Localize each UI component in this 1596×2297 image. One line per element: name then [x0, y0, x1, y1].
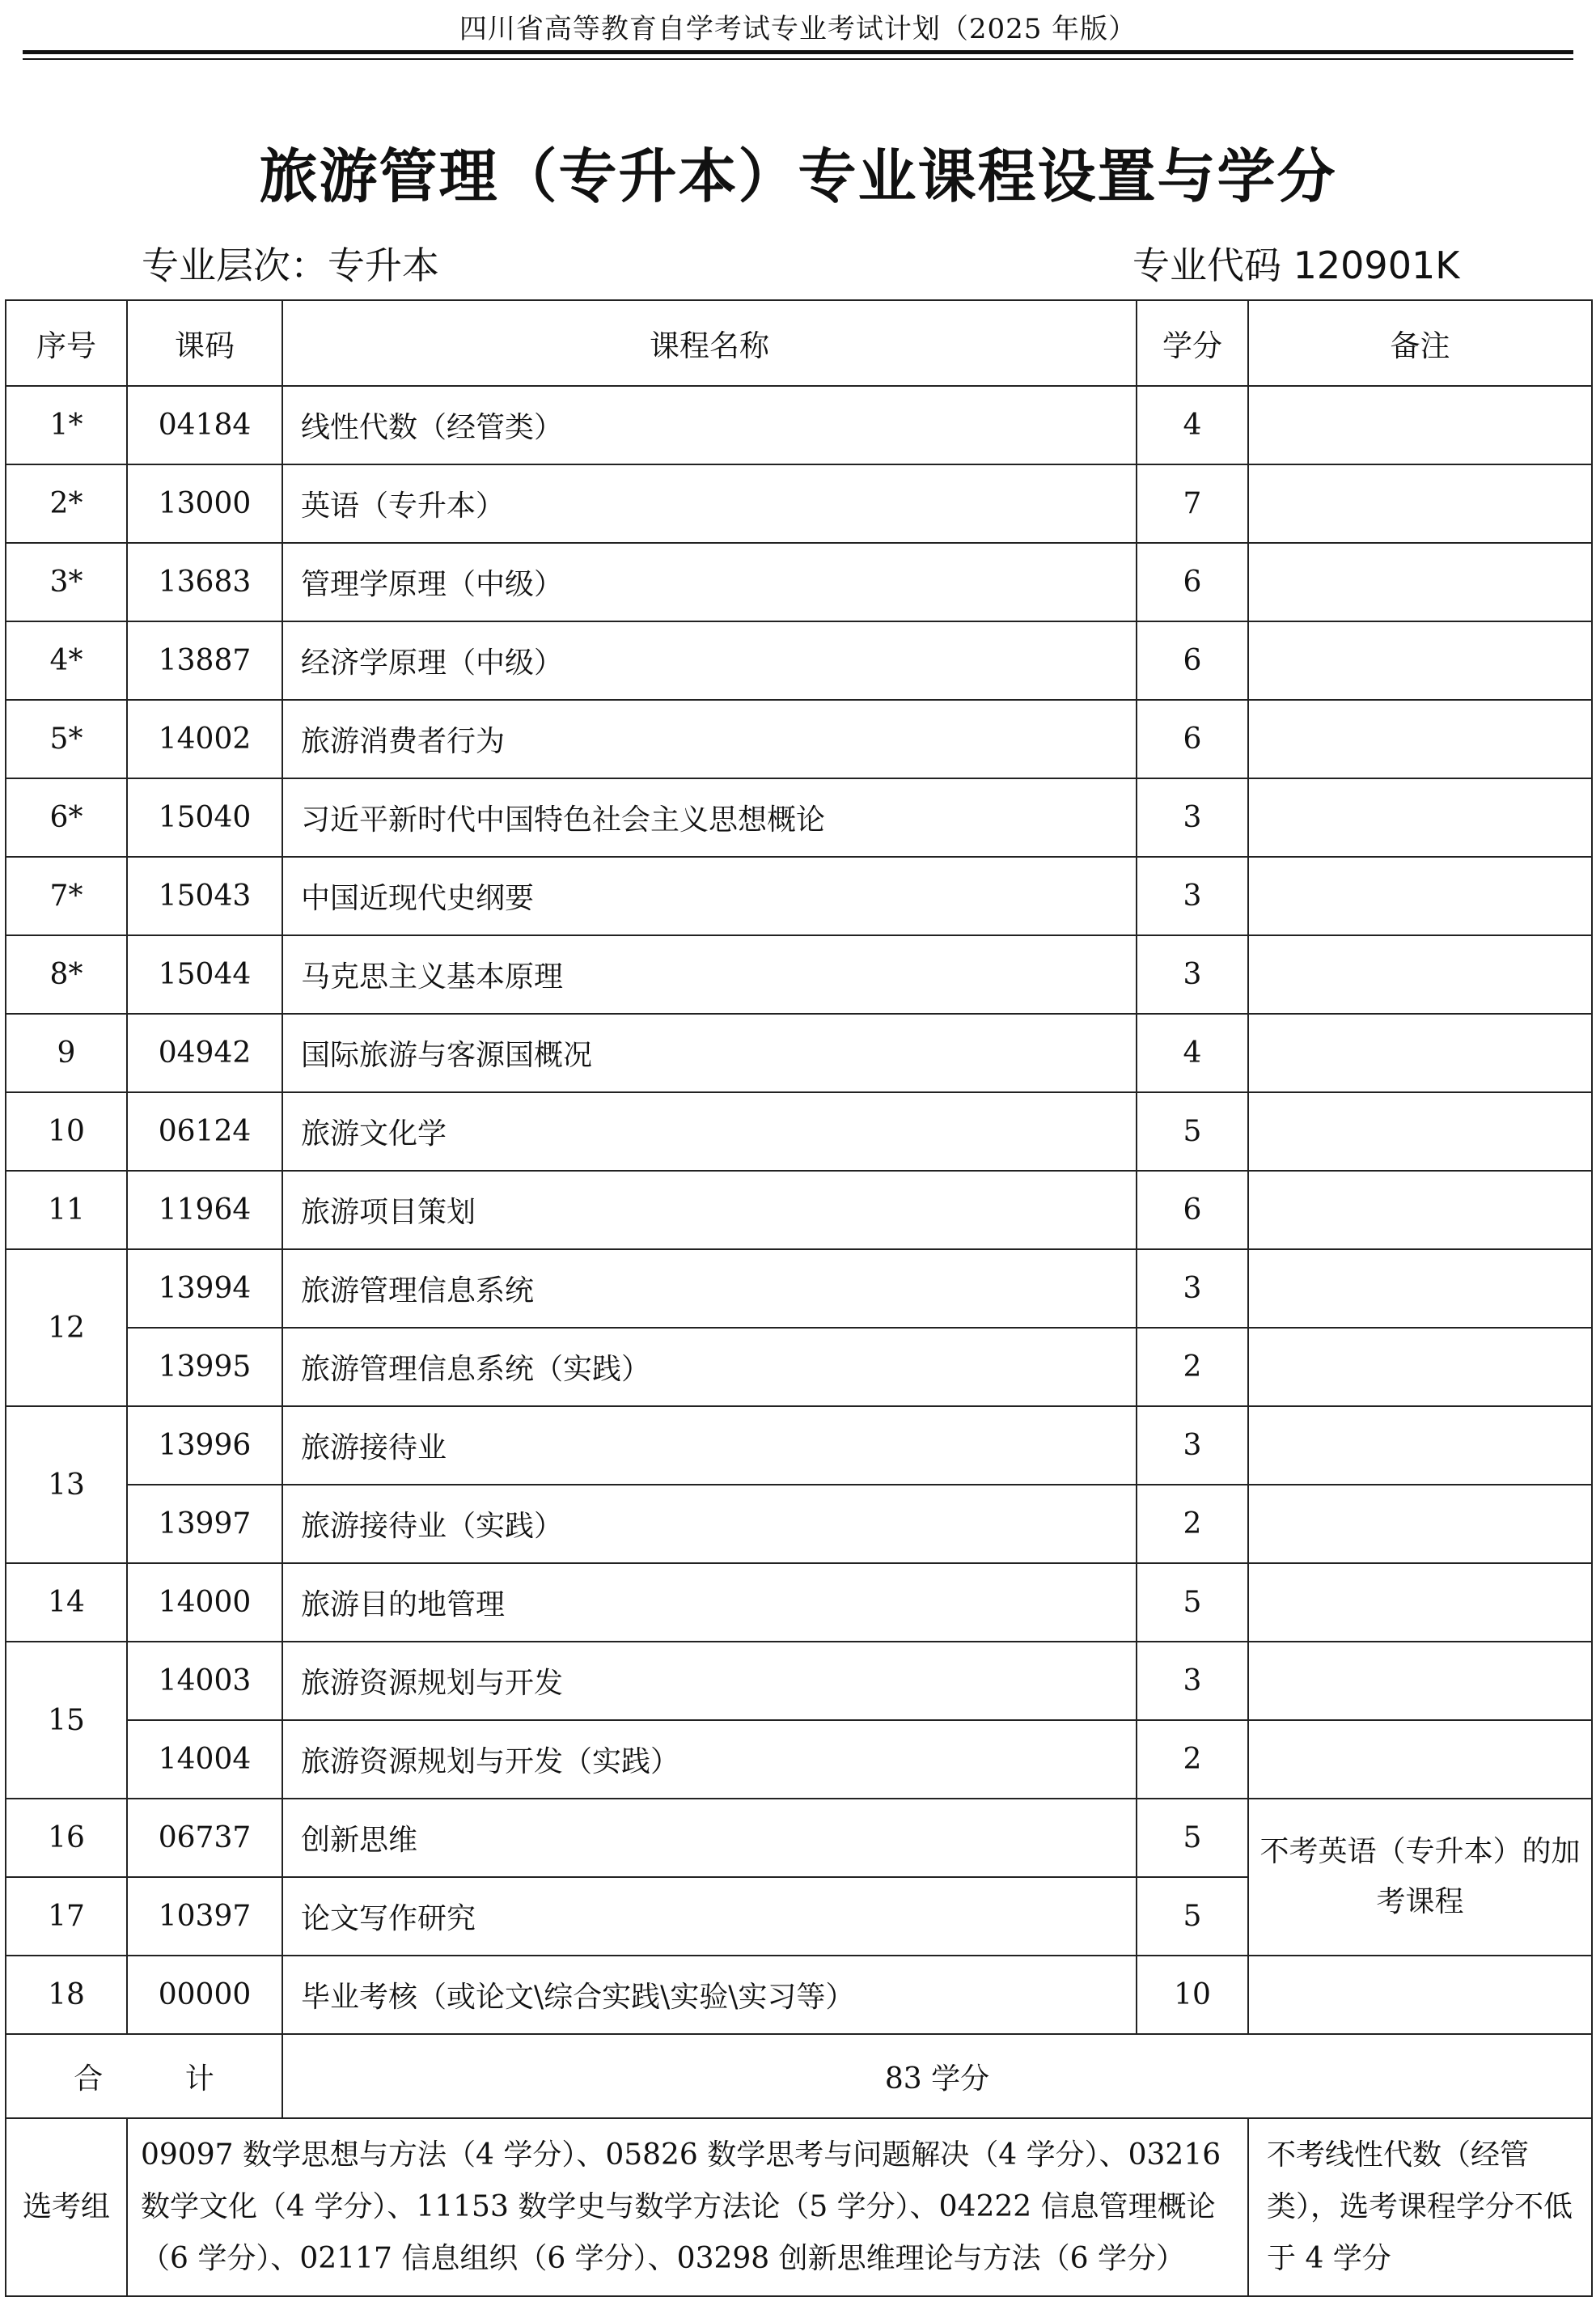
- row-name: 旅游管理信息系统: [282, 1249, 1137, 1328]
- row-remark: [1248, 935, 1592, 1014]
- table-row: [6, 1799, 1592, 1877]
- row-credit: 2: [1137, 1328, 1248, 1406]
- table-row: [6, 1956, 1592, 2034]
- row-credit: 6: [1137, 543, 1248, 621]
- row-credit: 5: [1137, 1092, 1248, 1171]
- row-code: 14004: [127, 1720, 282, 1799]
- row-name: 旅游项目策划: [282, 1171, 1137, 1249]
- row-code: 13683: [127, 543, 282, 621]
- row-index: 10: [6, 1092, 127, 1171]
- header-rule-thin: [23, 58, 1573, 60]
- row-name: 旅游资源规划与开发: [282, 1642, 1137, 1720]
- row-code: 14000: [127, 1563, 282, 1642]
- table-row: [6, 1014, 1592, 1092]
- row-code: 13996: [127, 1406, 282, 1485]
- row-code: 15040: [127, 778, 282, 857]
- row-credit: 7: [1137, 464, 1248, 543]
- major-level: 专业层次：专升本: [142, 244, 439, 287]
- total-value: 83 学分: [282, 2034, 1592, 2118]
- row-index: 3*: [6, 543, 127, 621]
- table-row: [6, 1092, 1592, 1171]
- header-index: 序号: [6, 300, 127, 386]
- row-name: 论文写作研究: [282, 1877, 1137, 1956]
- row-credit: 5: [1137, 1563, 1248, 1642]
- row-code: 14003: [127, 1642, 282, 1720]
- row-credit: 3: [1137, 1249, 1248, 1328]
- row-credit: 2: [1137, 1485, 1248, 1563]
- major-code: 专业代码 120901K: [1132, 244, 1460, 287]
- row-remark: [1248, 1171, 1592, 1249]
- row-code: 04942: [127, 1014, 282, 1092]
- row-credit: 3: [1137, 857, 1248, 935]
- header-code: 课码: [127, 300, 282, 386]
- row-remark: [1248, 778, 1592, 857]
- row-remark: [1248, 386, 1592, 464]
- table-row: [6, 1171, 1592, 1249]
- row-name: 英语（专升本）: [282, 464, 1137, 543]
- row-credit: 4: [1137, 1014, 1248, 1092]
- row-index: 13: [6, 1406, 127, 1563]
- elective-label: 选考组: [6, 2118, 127, 2296]
- row-name: 习近平新时代中国特色社会主义思想概论: [282, 778, 1137, 857]
- table-row: [6, 1406, 1592, 1485]
- elective-row: [6, 2118, 1592, 2296]
- table-row: [6, 1642, 1592, 1720]
- elective-courses: 09097 数学思想与方法（4 学分）、05826 数学思考与问题解决（4 学分）、03216 数学文化（4 学分）、11153 数学史与数学方法论（5 学分）、04222 信息管理概论（6 学分）、02117 信息组织（6 学分）、03298 创新思维理论与方法（6 学分）: [127, 2118, 1248, 2296]
- header-remark: 备注: [1248, 300, 1592, 386]
- row-code: 06124: [127, 1092, 282, 1171]
- row-code: 15044: [127, 935, 282, 1014]
- row-code: 13000: [127, 464, 282, 543]
- row-index: 2*: [6, 464, 127, 543]
- row-code: 13997: [127, 1485, 282, 1563]
- row-name: 毕业考核（或论文\综合实践\实验\实习等）: [282, 1956, 1137, 2034]
- header-rule-thick: [23, 50, 1573, 54]
- row-name: 创新思维: [282, 1799, 1137, 1877]
- table-row: [6, 700, 1592, 778]
- table-row: [6, 1249, 1592, 1328]
- table-row: [6, 1328, 1592, 1406]
- row-remark: [1248, 1642, 1592, 1720]
- row-code: 13994: [127, 1249, 282, 1328]
- row-credit: 6: [1137, 700, 1248, 778]
- row-name: 旅游消费者行为: [282, 700, 1137, 778]
- table-row: [6, 1563, 1592, 1642]
- row-code: 06737: [127, 1799, 282, 1877]
- row-name: 旅游管理信息系统（实践）: [282, 1328, 1137, 1406]
- page-title: 旅游管理（专升本）专业课程设置与学分: [259, 142, 1337, 210]
- row-name: 旅游资源规划与开发（实践）: [282, 1720, 1137, 1799]
- row-remark: [1248, 621, 1592, 700]
- row-index: 1*: [6, 386, 127, 464]
- row-index: 6*: [6, 778, 127, 857]
- row-remark: [1248, 1406, 1592, 1485]
- row-credit: 3: [1137, 1406, 1248, 1485]
- course-table: [5, 299, 1593, 2297]
- row-code: 04184: [127, 386, 282, 464]
- row-index: 5*: [6, 700, 127, 778]
- row-remark: [1248, 1563, 1592, 1642]
- row-credit: 3: [1137, 778, 1248, 857]
- row-index: 18: [6, 1956, 127, 2034]
- row-index: 17: [6, 1877, 127, 1956]
- row-remark-merged: 不考英语（专升本）的加考课程: [1248, 1799, 1592, 1956]
- row-name: 中国近现代史纲要: [282, 857, 1137, 935]
- row-credit: 5: [1137, 1877, 1248, 1956]
- row-index: 16: [6, 1799, 127, 1877]
- row-code: 11964: [127, 1171, 282, 1249]
- total-row: [6, 2034, 1592, 2118]
- row-credit: 6: [1137, 1171, 1248, 1249]
- row-credit: 5: [1137, 1799, 1248, 1877]
- table-row: [6, 543, 1592, 621]
- row-code: 13995: [127, 1328, 282, 1406]
- row-credit: 6: [1137, 621, 1248, 700]
- row-credit: 3: [1137, 1642, 1248, 1720]
- row-index: 8*: [6, 935, 127, 1014]
- row-name: 马克思主义基本原理: [282, 935, 1137, 1014]
- table-row: [6, 935, 1592, 1014]
- row-name: 旅游目的地管理: [282, 1563, 1137, 1642]
- table-row: [6, 1720, 1592, 1799]
- row-remark: [1248, 1092, 1592, 1171]
- row-remark: [1248, 1956, 1592, 2034]
- running-head: 四川省高等教育自学考试专业考试计划（2025 年版）: [459, 13, 1137, 45]
- row-code: 15043: [127, 857, 282, 935]
- row-code: 10397: [127, 1877, 282, 1956]
- row-index: 9: [6, 1014, 127, 1092]
- row-credit: 3: [1137, 935, 1248, 1014]
- table-row: [6, 386, 1592, 464]
- row-credit: 10: [1137, 1956, 1248, 2034]
- row-credit: 4: [1137, 386, 1248, 464]
- row-remark: [1248, 857, 1592, 935]
- row-remark: [1248, 464, 1592, 543]
- elective-remark: 不考线性代数（经管类），选考课程学分不低于 4 学分: [1248, 2118, 1592, 2296]
- row-code: 00000: [127, 1956, 282, 2034]
- table-row: [6, 621, 1592, 700]
- row-remark: [1248, 1249, 1592, 1328]
- row-name: 经济学原理（中级）: [282, 621, 1137, 700]
- total-label: 合 计: [6, 2034, 282, 2118]
- row-remark: [1248, 1328, 1592, 1406]
- row-name: 旅游接待业（实践）: [282, 1485, 1137, 1563]
- row-remark: [1248, 1720, 1592, 1799]
- row-remark: [1248, 1014, 1592, 1092]
- row-name: 管理学原理（中级）: [282, 543, 1137, 621]
- table-header-row: [6, 300, 1592, 386]
- row-name: 旅游接待业: [282, 1406, 1137, 1485]
- row-index: 14: [6, 1563, 127, 1642]
- row-name: 线性代数（经管类）: [282, 386, 1137, 464]
- row-remark: [1248, 1485, 1592, 1563]
- row-name: 国际旅游与客源国概况: [282, 1014, 1137, 1092]
- row-index: 12: [6, 1249, 127, 1406]
- table-row: [6, 464, 1592, 543]
- table-row: [6, 778, 1592, 857]
- row-code: 13887: [127, 621, 282, 700]
- table-row: [6, 857, 1592, 935]
- table-row: [6, 1485, 1592, 1563]
- row-credit: 2: [1137, 1720, 1248, 1799]
- row-index: 11: [6, 1171, 127, 1249]
- row-index: 7*: [6, 857, 127, 935]
- row-remark: [1248, 543, 1592, 621]
- row-code: 14002: [127, 700, 282, 778]
- header-name: 课程名称: [282, 300, 1137, 386]
- row-remark: [1248, 700, 1592, 778]
- row-index: 15: [6, 1642, 127, 1799]
- header-credit: 学分: [1137, 300, 1248, 386]
- row-name: 旅游文化学: [282, 1092, 1137, 1171]
- row-index: 4*: [6, 621, 127, 700]
